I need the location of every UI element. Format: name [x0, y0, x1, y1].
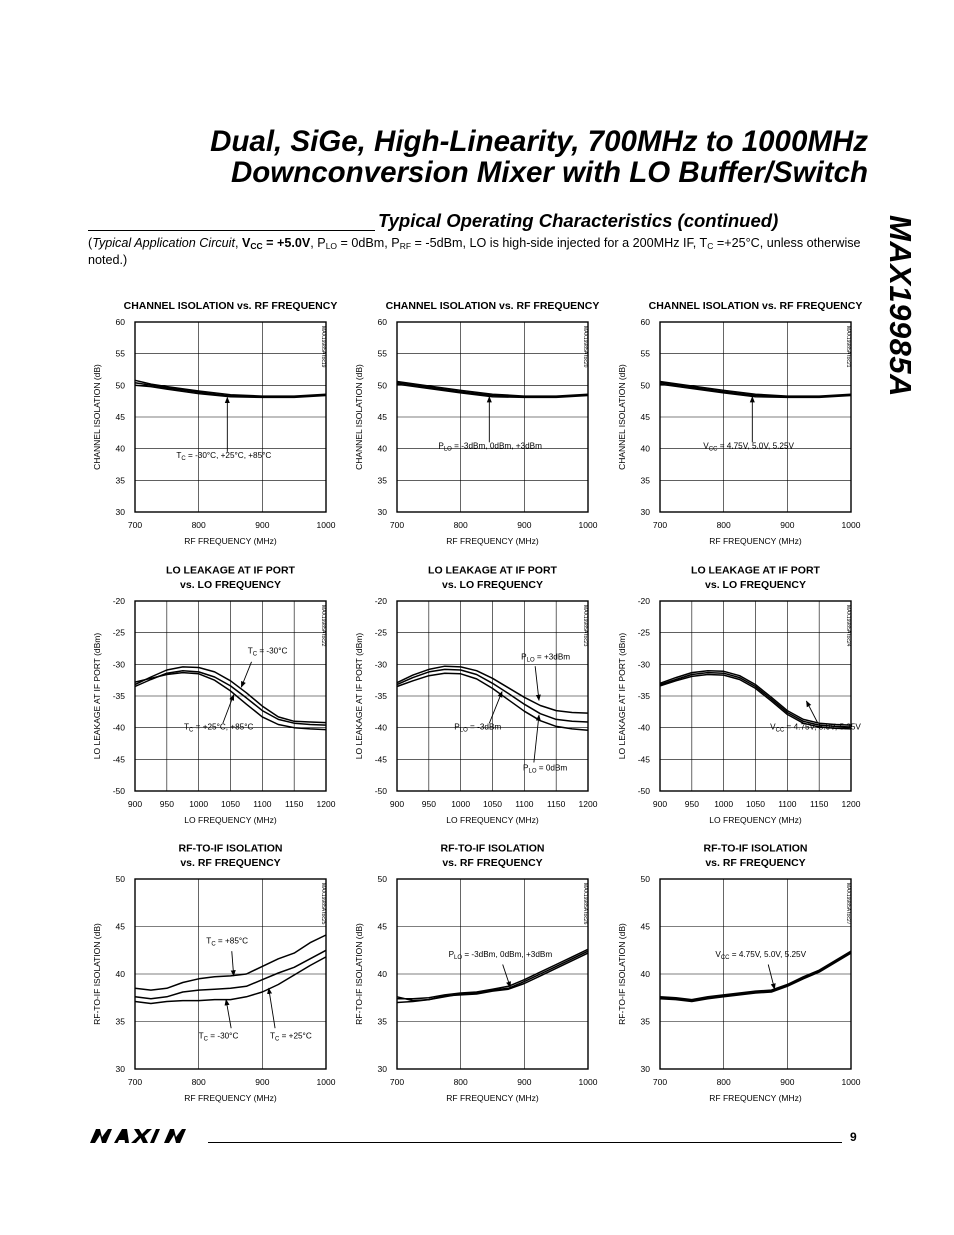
annotation-label [715, 950, 806, 961]
y-tick-label: -35 [374, 691, 387, 701]
annotation-sub: C [252, 651, 258, 658]
x-tick-label: 1200 [841, 799, 861, 809]
y-tick-label: 45 [115, 921, 125, 932]
chart-title: CHANNEL ISOLATION vs. RF FREQUENCY [648, 300, 863, 312]
y-tick-label: -40 [112, 722, 125, 733]
y-tick-label: -35 [112, 691, 125, 701]
y-tick-label: 45 [640, 921, 650, 932]
annotation-part: V [703, 441, 709, 451]
y-tick-label: -50 [112, 786, 125, 796]
maxim-logo [88, 1128, 200, 1149]
y-tick-label: -40 [374, 722, 387, 733]
y-axis-label: RF-TO-IF ISOLATION (dB) [354, 923, 364, 1025]
y-tick-label: 60 [377, 317, 387, 327]
annotation-part: T [184, 722, 190, 732]
chart-code: MAX19985A toc27 [845, 883, 851, 925]
y-tick-label: -25 [637, 627, 650, 638]
cond-sub: LO [325, 241, 338, 251]
y-tick-label: 30 [640, 1064, 650, 1074]
annotation-arrow [223, 695, 234, 724]
y-tick-label: 55 [640, 348, 650, 359]
annotation-part: = -30°C, +25°C, +85°C [185, 451, 272, 461]
chart-title: vs. LO FREQUENCY [705, 579, 806, 591]
annotation-arrow [269, 988, 275, 1028]
y-tick-label: 50 [115, 874, 125, 884]
y-tick-label: 50 [640, 380, 650, 391]
chart-4 [92, 565, 336, 826]
y-tick-label: 50 [640, 874, 650, 884]
chart-title: CHANNEL ISOLATION vs. RF FREQUENCY [385, 300, 600, 312]
footer-rule [208, 1142, 842, 1143]
x-tick-label: 1000 [841, 1077, 861, 1087]
annotation-part: P [448, 949, 455, 959]
chart-code: MAX19985A toc21 [845, 326, 851, 368]
y-tick-label: 40 [377, 969, 387, 979]
annotation-part: P [521, 652, 527, 662]
y-tick-label: -50 [637, 786, 650, 796]
x-axis-label: RF FREQUENCY (MHz) [184, 536, 277, 546]
annotation-part: = +25°C [279, 1031, 312, 1041]
annotation-arrow [241, 662, 251, 687]
annotation-part: P [454, 722, 460, 732]
x-tick-label: 1050 [483, 799, 502, 809]
y-tick-label: -45 [637, 754, 650, 765]
annotation-part: T [198, 1031, 204, 1041]
annotation-sub: LO [526, 657, 535, 664]
x-axis-label: LO FREQUENCY (MHz) [446, 815, 539, 825]
y-tick-label: 45 [640, 412, 650, 422]
chart-1 [92, 300, 337, 546]
annotation-label [449, 950, 553, 961]
y-tick-label: 35 [377, 1016, 387, 1027]
x-axis-label: RF FREQUENCY (MHz) [446, 1093, 539, 1103]
x-axis-label: RF FREQUENCY (MHz) [709, 536, 802, 546]
annotation-arrow [503, 965, 511, 988]
y-tick-label: 40 [640, 969, 650, 979]
chart-8 [354, 843, 598, 1104]
chart-code: MAX19985A toc24 [845, 605, 851, 647]
y-tick-label: 30 [377, 1064, 387, 1074]
annotation-part: T [247, 646, 253, 656]
annotation-part: T [206, 936, 212, 946]
y-axis-label: RF-TO-IF ISOLATION (dB) [617, 923, 627, 1025]
y-axis-label: RF-TO-IF ISOLATION (dB) [92, 923, 102, 1025]
maxim-logo-mark [88, 1128, 200, 1144]
chart-title: vs. LO FREQUENCY [442, 579, 543, 591]
chart-code: MAX19985A toc23 [582, 605, 588, 647]
x-tick-label: 1200 [578, 799, 598, 809]
annotation-part: = -30°C [208, 1031, 239, 1041]
y-tick-label: 35 [640, 475, 650, 486]
x-tick-label: 800 [453, 520, 468, 530]
annotation-part: = +3dBm [534, 652, 571, 662]
annotation-sub: LO [454, 954, 463, 961]
page-title-line1: Dual, SiGe, High-Linearity, 700MHz to 1000MHz [210, 125, 868, 158]
side-part-number: MAX19985A [883, 215, 918, 397]
x-tick-label: 900 [780, 520, 795, 530]
annotation-label [521, 652, 570, 663]
y-tick-label: 45 [377, 412, 387, 422]
annotation-label [199, 1032, 239, 1043]
y-tick-label: 35 [115, 475, 125, 486]
x-tick-label: 1000 [578, 1077, 598, 1087]
chart-code: MAX19985A toc22 [320, 605, 326, 647]
y-tick-label: -30 [374, 659, 387, 670]
x-tick-label: 700 [127, 520, 143, 530]
x-axis-label: RF FREQUENCY (MHz) [446, 536, 539, 546]
y-tick-label: 50 [377, 874, 387, 884]
annotation-arrow [768, 965, 774, 990]
x-tick-label: 1150 [547, 799, 566, 809]
y-tick-label: 50 [377, 380, 387, 391]
annotation-label [703, 442, 794, 453]
chart-title: LO LEAKAGE AT IF PORT [691, 564, 820, 577]
x-tick-label: 1100 [778, 799, 797, 809]
x-tick-label: 1100 [253, 799, 272, 809]
x-tick-label: 1000 [714, 799, 734, 809]
chart-3 [617, 300, 862, 546]
y-tick-label: 35 [640, 1016, 650, 1027]
annotation-arrow [232, 951, 234, 976]
y-tick-label: 45 [115, 412, 125, 422]
annotation-sub: C [274, 1036, 280, 1043]
y-tick-label: 45 [377, 921, 387, 932]
y-tick-label: 40 [115, 969, 125, 979]
y-tick-label: 60 [640, 317, 650, 327]
cond-sub: CC [250, 241, 263, 251]
x-tick-label: 700 [652, 520, 668, 530]
y-tick-label: 30 [640, 507, 650, 517]
annotation-sub: C [203, 1036, 209, 1043]
x-tick-label: 1050 [221, 799, 240, 809]
chart-5 [354, 565, 598, 826]
x-axis-label: LO FREQUENCY (MHz) [709, 815, 802, 825]
y-tick-label: 50 [115, 380, 125, 391]
y-tick-label: -45 [374, 754, 387, 765]
annotation-part: = -3dBm, 0dBm, +3dBm [462, 949, 553, 959]
annotation-part: = +85°C [215, 936, 249, 946]
y-tick-label: 35 [115, 1016, 125, 1027]
chart-title: RF-TO-IF ISOLATION [703, 842, 808, 855]
cond-sub: RF [399, 241, 412, 251]
annotation-part: = -30°C [257, 646, 288, 656]
x-axis-label: LO FREQUENCY (MHz) [184, 815, 277, 825]
chart-title: RF-TO-IF ISOLATION [440, 842, 545, 855]
annotation-label [770, 723, 861, 734]
annotation-label [270, 1032, 312, 1043]
x-tick-label: 900 [255, 1077, 270, 1087]
cond-part: Typical Application Circuit [92, 236, 235, 250]
chart-title: vs. RF FREQUENCY [180, 857, 281, 869]
chart-title: vs. RF FREQUENCY [705, 857, 806, 869]
chart-code: MAX19985A toc20 [582, 326, 588, 368]
y-tick-label: -30 [112, 659, 125, 670]
y-tick-label: 40 [377, 443, 387, 454]
y-tick-label: 30 [115, 507, 125, 517]
annotation-part: = 0dBm [536, 763, 568, 773]
page-number: 9 [850, 1130, 857, 1144]
x-tick-label: 1000 [189, 799, 209, 809]
annotation-sub: C [181, 456, 186, 463]
chart-9 [617, 843, 861, 1104]
chart-2 [354, 300, 599, 546]
annotation-part: T [269, 1031, 275, 1041]
y-tick-label: -25 [374, 627, 387, 638]
annotation-label [523, 764, 567, 775]
x-tick-label: 900 [255, 520, 270, 530]
x-tick-label: 1000 [316, 520, 336, 530]
y-tick-label: -25 [112, 627, 125, 638]
x-tick-label: 700 [652, 1077, 668, 1087]
cond-sub: C [707, 241, 714, 251]
y-tick-label: 40 [115, 443, 125, 454]
annotation-label [206, 937, 248, 948]
x-tick-label: 1050 [746, 799, 765, 809]
annotation-sub: CC [708, 446, 718, 453]
annotation-sub: LO [459, 727, 468, 734]
chart-title: vs. RF FREQUENCY [442, 857, 543, 869]
y-tick-label: -45 [112, 754, 125, 765]
x-tick-label: 900 [652, 799, 668, 809]
cond-part: ( [88, 236, 93, 250]
y-tick-label: -35 [637, 691, 650, 701]
section-title: Typical Operating Characteristics (continued) [378, 210, 779, 231]
annotation-arrow [226, 1000, 231, 1029]
annotation-arrow [489, 692, 502, 724]
series-line [397, 953, 588, 1002]
chart-title: vs. LO FREQUENCY [180, 579, 281, 591]
y-tick-label: 30 [115, 1064, 125, 1074]
x-tick-label: 1000 [578, 520, 598, 530]
y-tick-label: -20 [112, 596, 125, 606]
annotation-part: = -3dBm, 0dBm, +3dBm [451, 441, 542, 451]
annotation-label [248, 647, 288, 658]
series-line [660, 953, 851, 1001]
x-tick-label: 800 [453, 1077, 468, 1087]
y-axis-label: LO LEAKAGE AT IF PORT (dBm) [354, 632, 364, 760]
x-tick-label: 1000 [841, 520, 861, 530]
x-tick-label: 1000 [451, 799, 471, 809]
chart-title: LO LEAKAGE AT IF PORT [166, 564, 295, 577]
chart-7 [92, 843, 336, 1104]
cond-part: , [234, 236, 242, 250]
annotation-sub: LO [443, 446, 452, 453]
annotation-part: = +25°C, +85°C [193, 722, 254, 732]
y-tick-label: 40 [640, 443, 650, 454]
annotation-part: V [770, 722, 776, 732]
x-tick-label: 900 [127, 799, 143, 809]
chart-6 [617, 565, 861, 826]
cond-part: = +5.0V [262, 236, 311, 250]
x-tick-label: 700 [127, 1077, 143, 1087]
y-tick-label: 55 [377, 348, 387, 359]
y-tick-label: -50 [374, 786, 387, 796]
annotation-part: P [438, 441, 444, 451]
annotation-arrow [535, 666, 539, 700]
x-axis-label: RF FREQUENCY (MHz) [184, 1093, 277, 1103]
annotation-part: = 4.75V, 5.0V, 5.25V [717, 441, 794, 451]
x-tick-label: 1000 [316, 1077, 336, 1087]
x-tick-label: 800 [716, 1077, 731, 1087]
annotation-sub: CC [720, 954, 730, 961]
annotation-part: V [715, 949, 721, 959]
cond-part: = 0dBm, P [337, 236, 400, 250]
x-tick-label: 1150 [285, 799, 304, 809]
x-tick-label: 800 [191, 1077, 206, 1087]
chart-title: CHANNEL ISOLATION vs. RF FREQUENCY [123, 300, 338, 312]
series-line [135, 950, 326, 998]
y-axis-label: CHANNEL ISOLATION (dB) [92, 364, 102, 470]
y-axis-label: CHANNEL ISOLATION (dB) [617, 364, 627, 470]
annotation-part: T [176, 451, 182, 461]
y-tick-label: 60 [115, 317, 125, 327]
x-tick-label: 950 [684, 799, 699, 809]
page-title-line2: Downconversion Mixer with LO Buffer/Switch [230, 156, 868, 189]
y-tick-label: -40 [637, 722, 650, 733]
x-tick-label: 900 [517, 1077, 532, 1087]
annotation-sub: CC [775, 727, 785, 734]
annotation-part: P [523, 763, 529, 773]
annotation-label [438, 442, 542, 453]
y-tick-label: 30 [377, 507, 387, 517]
x-tick-label: 1100 [515, 799, 534, 809]
annotation-label [454, 723, 501, 734]
chart-title: RF-TO-IF ISOLATION [178, 842, 283, 855]
y-tick-label: -20 [374, 596, 387, 606]
x-tick-label: 900 [517, 520, 532, 530]
annotation-part: = -3dBm [467, 722, 502, 732]
cond-part: , P [310, 236, 326, 250]
y-tick-label: 35 [377, 475, 387, 486]
annotation-label [176, 451, 271, 462]
y-tick-label: 55 [115, 348, 125, 359]
cond-part: V [241, 236, 251, 250]
annotation-arrow [534, 715, 539, 763]
x-tick-label: 950 [421, 799, 436, 809]
y-axis-label: LO LEAKAGE AT IF PORT (dBm) [617, 632, 627, 760]
annotation-part: = 4.75V, 5.0V, 5.25V [729, 949, 807, 959]
annotation-sub: C [211, 941, 216, 948]
x-tick-label: 700 [389, 520, 405, 530]
y-axis-label: CHANNEL ISOLATION (dB) [354, 364, 364, 470]
cond-part: =+25°C, unless otherwise noted.) [88, 236, 861, 267]
x-axis-label: RF FREQUENCY (MHz) [709, 1093, 802, 1103]
chart-title: LO LEAKAGE AT IF PORT [428, 564, 557, 577]
y-axis-label: LO LEAKAGE AT IF PORT (dBm) [92, 632, 102, 760]
x-tick-label: 700 [389, 1077, 405, 1087]
annotation-sub: LO [528, 768, 537, 775]
x-tick-label: 800 [716, 520, 731, 530]
chart-code: MAX19985A toc19 [320, 326, 326, 368]
x-tick-label: 950 [159, 799, 174, 809]
x-tick-label: 900 [780, 1077, 795, 1087]
annotation-sub: C [189, 727, 194, 734]
y-tick-label: -30 [637, 659, 650, 670]
annotation-part: = 4.75V, 5.0V, 5.25V [784, 722, 861, 732]
chart-code: MAX19985A toc25 [320, 883, 326, 925]
x-tick-label: 900 [389, 799, 405, 809]
x-tick-label: 1200 [316, 799, 336, 809]
chart-code: MAX19985A toc26 [582, 883, 588, 925]
x-tick-label: 800 [191, 520, 206, 530]
cond-part: = -5dBm, LO is high-side injected for a 200MHz IF, T [411, 236, 708, 250]
y-tick-label: -20 [637, 596, 650, 606]
annotation-label [184, 723, 253, 734]
x-tick-label: 1150 [810, 799, 829, 809]
